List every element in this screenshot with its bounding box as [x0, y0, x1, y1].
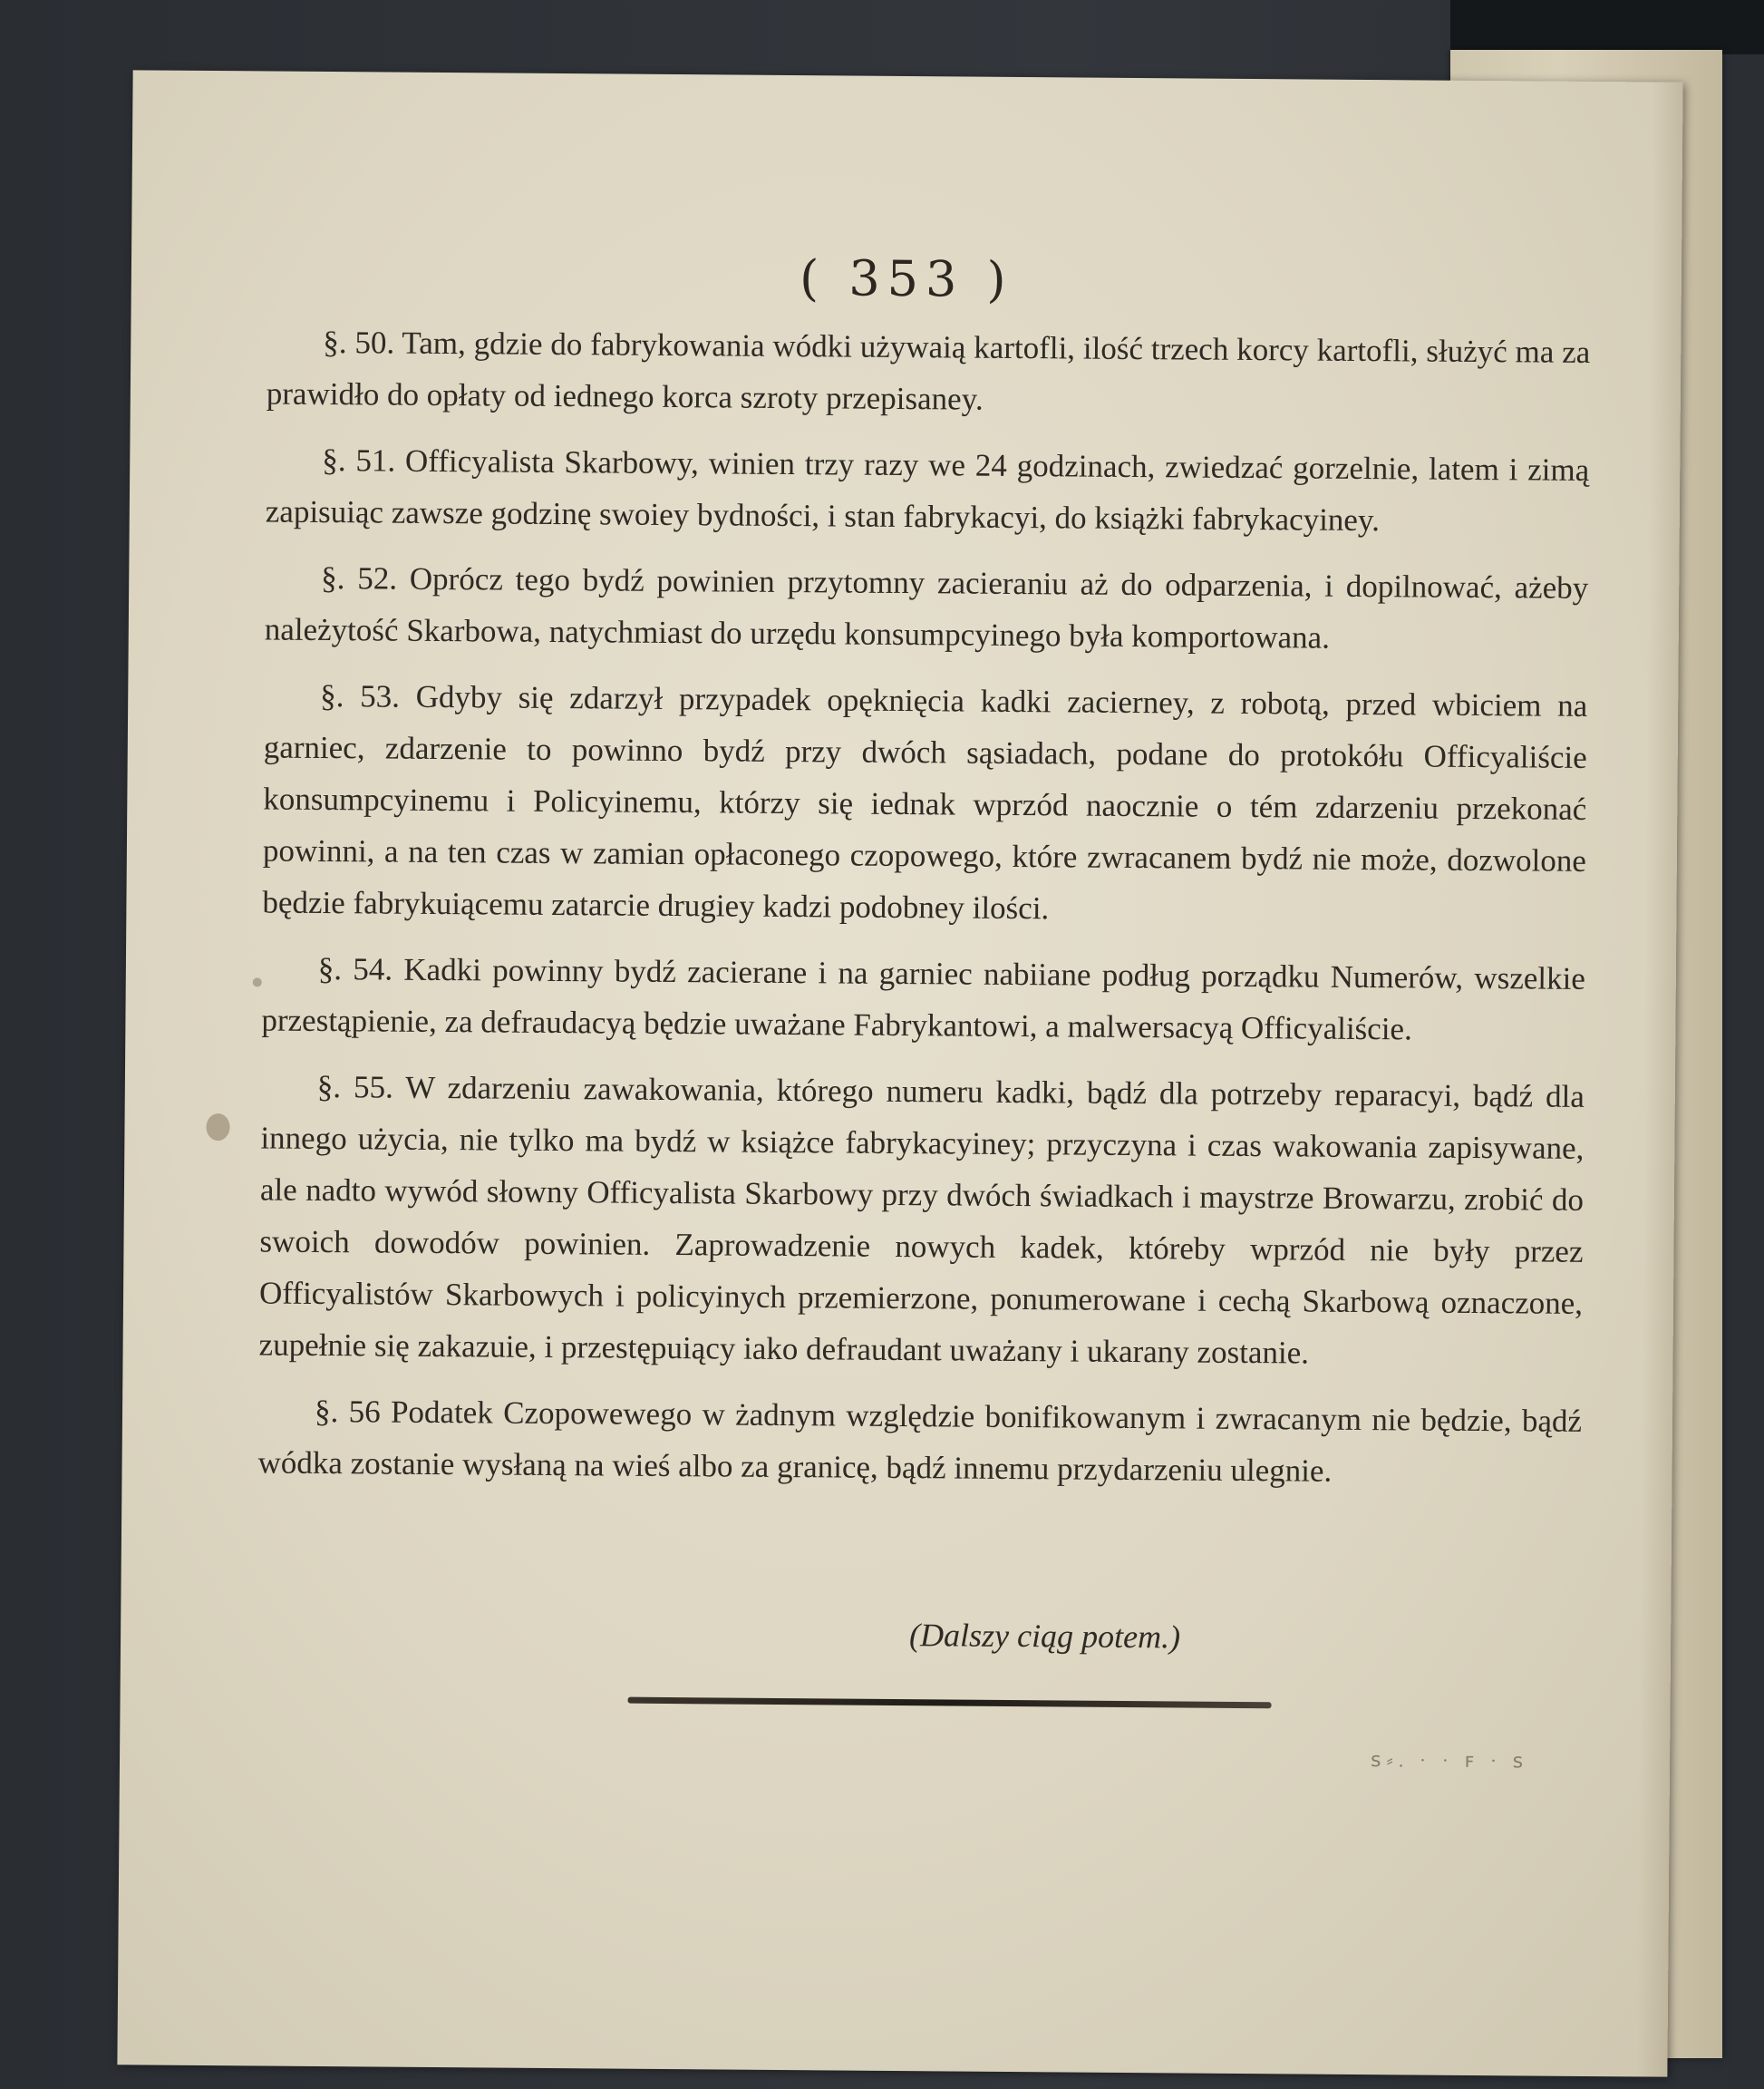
scanner-shadow	[1450, 0, 1764, 54]
paragraph-56: §. 56 Podatek Czopowewego w żadnym względzie bonifikowanym i zwracanym nie będzie, bądź wódka zostanie wysłaną na wieś albo za granicę, bądź innemu przydarzeniu ulegnie.	[257, 1393, 1583, 1489]
paragraph-53: §. 53. Gdyby się zdarzył przypadek opęknięcia kadki zacierney, z robotą, przed wbiciem na garniec, zdarzenie to powinno bydź przy dwóch sąsiadach, podane do protokółu Officyaliście konsumpcyinemu i Policyinemu, którzy się iednak wprzód naocznie o tém zdarzeniu przekonać powinni, a na ten czas w zamian opłaconego czopowego, które zwracanem bydź nie może, dozwolone będzie fabrykuiącemu zatarcie drugiey kadzi podobney ilości.	[262, 677, 1588, 927]
page-number: ( 353 )	[799, 249, 1013, 308]
paragraph-51: §. 51. Officyalista Skarbowy, winien trzy razy we 24 godzinach, zwiedzać gorzelnie, latem i zimą zapisuiąc zawsze godzinę swoiey bydności, i stan fabrykacyi, do książki fabrykacyiney.	[265, 442, 1590, 539]
paragraph-52: §. 52. Oprócz tego bydź powinien przytomny zacieraniu aż do odparzenia, i dopilnować, ażeby należytość Skarbowa, natychmiast do urzędu konsumpcyinego była komportowana.	[264, 559, 1589, 656]
continuation-note: (Dalszy ciąg potem.)	[908, 1617, 1181, 1656]
ink-stain	[206, 1113, 229, 1141]
page-body	[257, 316, 1590, 1512]
closing-rule	[628, 1697, 1272, 1709]
paragraph-55: §. 55. W zdarzeniu zawakowania, którego numeru kadki, bądź dla potrzeby reparacyi, bądź dla innego użycia, nie tylko ma bydź w książce fabrykacyiney; przyczyna i czas wakowania zapisywane, ale nadto wywód słowny Officyalista Skarbowy przy dwóch świadkach i maystrze Browarzu, zrobić do swoich dowodów powinien. Zaprowadzenie nowych kadek, któreby wprzód nie były przez Officyalistów Skarbowych i policyinych przemierzone, ponumerowane i cechą Skarbową oznaczone, zupełnie się zakazuie, i przestępuiący iako defraudant uważany i ukarany zostanie.	[258, 1068, 1585, 1371]
bleed-through-text: ꜱ⸗. · · ꜰ · ꜱ	[1370, 1748, 1529, 1773]
paragraph-54: §. 54. Kadki powinny bydź zacierane i na garniec nabiiane podług porządku Numerów, wszelkie przestąpienie, za defraudacyą będzie uważane Fabrykantowi, a malwersacyą Officyaliście.	[261, 950, 1585, 1047]
ink-speck	[253, 977, 262, 986]
paragraph-50: §. 50. Tam, gdzie do fabrykowania wódki używaią kartofli, ilość trzech korcy kartofli, służyć ma za prawidło do opłaty od iednego korca szroty przepisaney.	[266, 324, 1591, 417]
document-page	[117, 70, 1682, 2076]
